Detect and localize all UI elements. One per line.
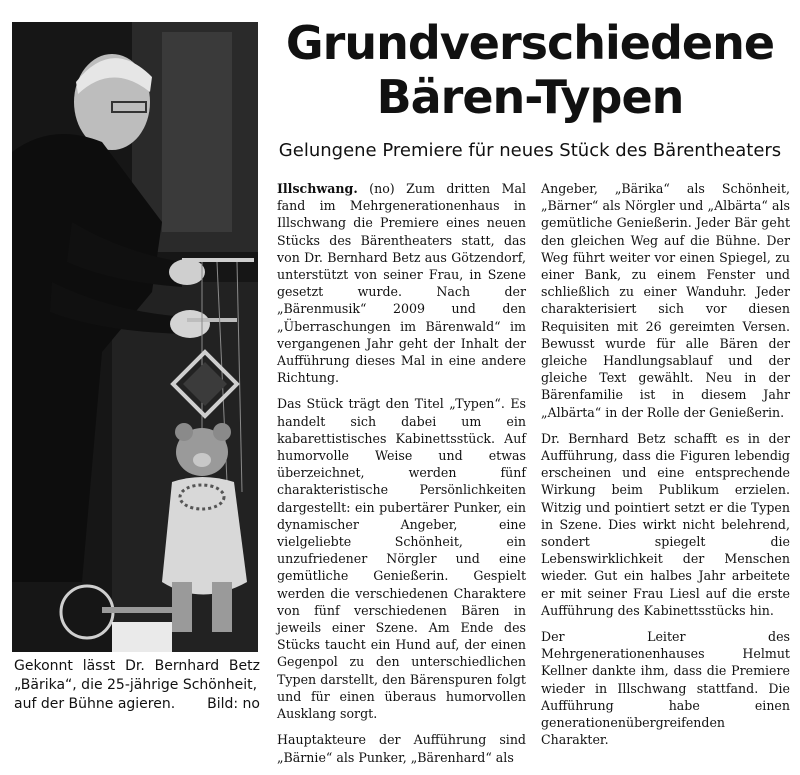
paragraph: Der Leiter des Mehrgenerationenhauses Helmut Kellner dankte ihm, dass die Premiere wieder in Illschwang stattfand. Die Aufführung habe einen generationenübergreifenden Charakter. xyxy=(541,629,790,748)
article-column-1 xyxy=(277,180,526,775)
caption-text: Gekonnt lässt Dr. Bernhard Betz „Bärika“, die 25-jährige Schönheit, xyxy=(14,658,260,693)
article-column-2 xyxy=(541,180,790,758)
paragraph xyxy=(277,180,526,386)
paragraph: Hauptakteure der Aufführung sind „Bärnie“ als Punker, „Bärenhard“ als xyxy=(277,732,526,765)
headline xyxy=(270,16,790,124)
dateline: Illschwang. xyxy=(277,181,358,196)
puppeteer-photo-image xyxy=(12,22,258,652)
paragraph: Das Stück trägt den Titel „Typen“. Es handelt sich dabei um ein kabarettistisches Kabinettsstück. Auf humorvolle Weise und etwas überzeichnet, werden fünf charakteristische Persönlichkeiten dargestellt: ein pubertärer Punker, ein dynamischer Angeber, eine vielgeliebte Schönheit, ein unzufriedener Nörgler und eine gemütliche Genießerin. Gespielt werden die verschiedenen Charaktere von fünf verschiedenen Bären in jeweils einer Szene. Am Ende des Stücks taucht ein Hund auf, der einen Gegenpol zu den unterschiedlichen Typen darstellt, den Bärenspuren folgt und für einen überaus humorvollen Ausklang sorgt. xyxy=(277,396,526,722)
paragraph: Dr. Bernhard Betz schafft es in der Aufführung, dass die Figuren lebendig erscheinen und eine entsprechende Wirkung beim Publikum erzielen. Witzig und pointiert setzt er die Typen in Szene. Dies wirkt nicht belehrend, sondert spiegelt die Lebenswirklichkeit der Menschen wieder. Gut ein halbes Jahr arbeitete er mit seiner Frau Liesl auf die erste Aufführung des Kabinettsstücks hin. xyxy=(541,430,790,618)
photo-caption xyxy=(14,657,260,714)
subheadline: Gelungene Premiere für neues Stück des Bärentheaters xyxy=(278,140,782,161)
photo-credit: Bild: no xyxy=(207,696,260,712)
paragraph: Angeber, „Bärika“ als Schönheit, „Bärner“ als Nörgler und „Albärta“ als gemütliche Genießerin. Jeder Bär geht den gleichen Weg auf die Bühne. Der Weg führt weiter vor einen Spiegel, zu einer Bank, zu einem Fenster und schließlich zu einer Wanduhr. Jeder charakterisiert sich vor diesen Requisiten mit 26 gereimten Versen. Bewusst wurde für alle Bären der gleiche Handlungsablauf und der gleiche Text gewählt. Neu in der Bärenfamilie ist in diesem Jahr „Albärta“ in der Rolle der Genießerin. xyxy=(541,181,790,420)
headline-line-1: Grundverschiedene xyxy=(285,16,775,70)
paragraph-text: (no) Zum dritten Mal fand im Mehrgenerationenhaus in Illschwang die Premiere eines neuen Stücks des Bärentheaters statt, das von Dr. Bernhard Betz aus Götzendorf, unterstützt von seiner Frau, in Szene gesetzt wurde. Nach der „Bärenmusik“ 2009 und den „Überraschungen im Bärenwald“ im vergangenen Jahr geht der Inhalt der Aufführung dieses Mal in eine andere Richtung. xyxy=(277,181,526,386)
headline-line-2: Bären-Typen xyxy=(376,70,684,124)
article-photo xyxy=(12,22,258,652)
caption-last-line: auf der Bühne agieren. xyxy=(14,696,176,712)
